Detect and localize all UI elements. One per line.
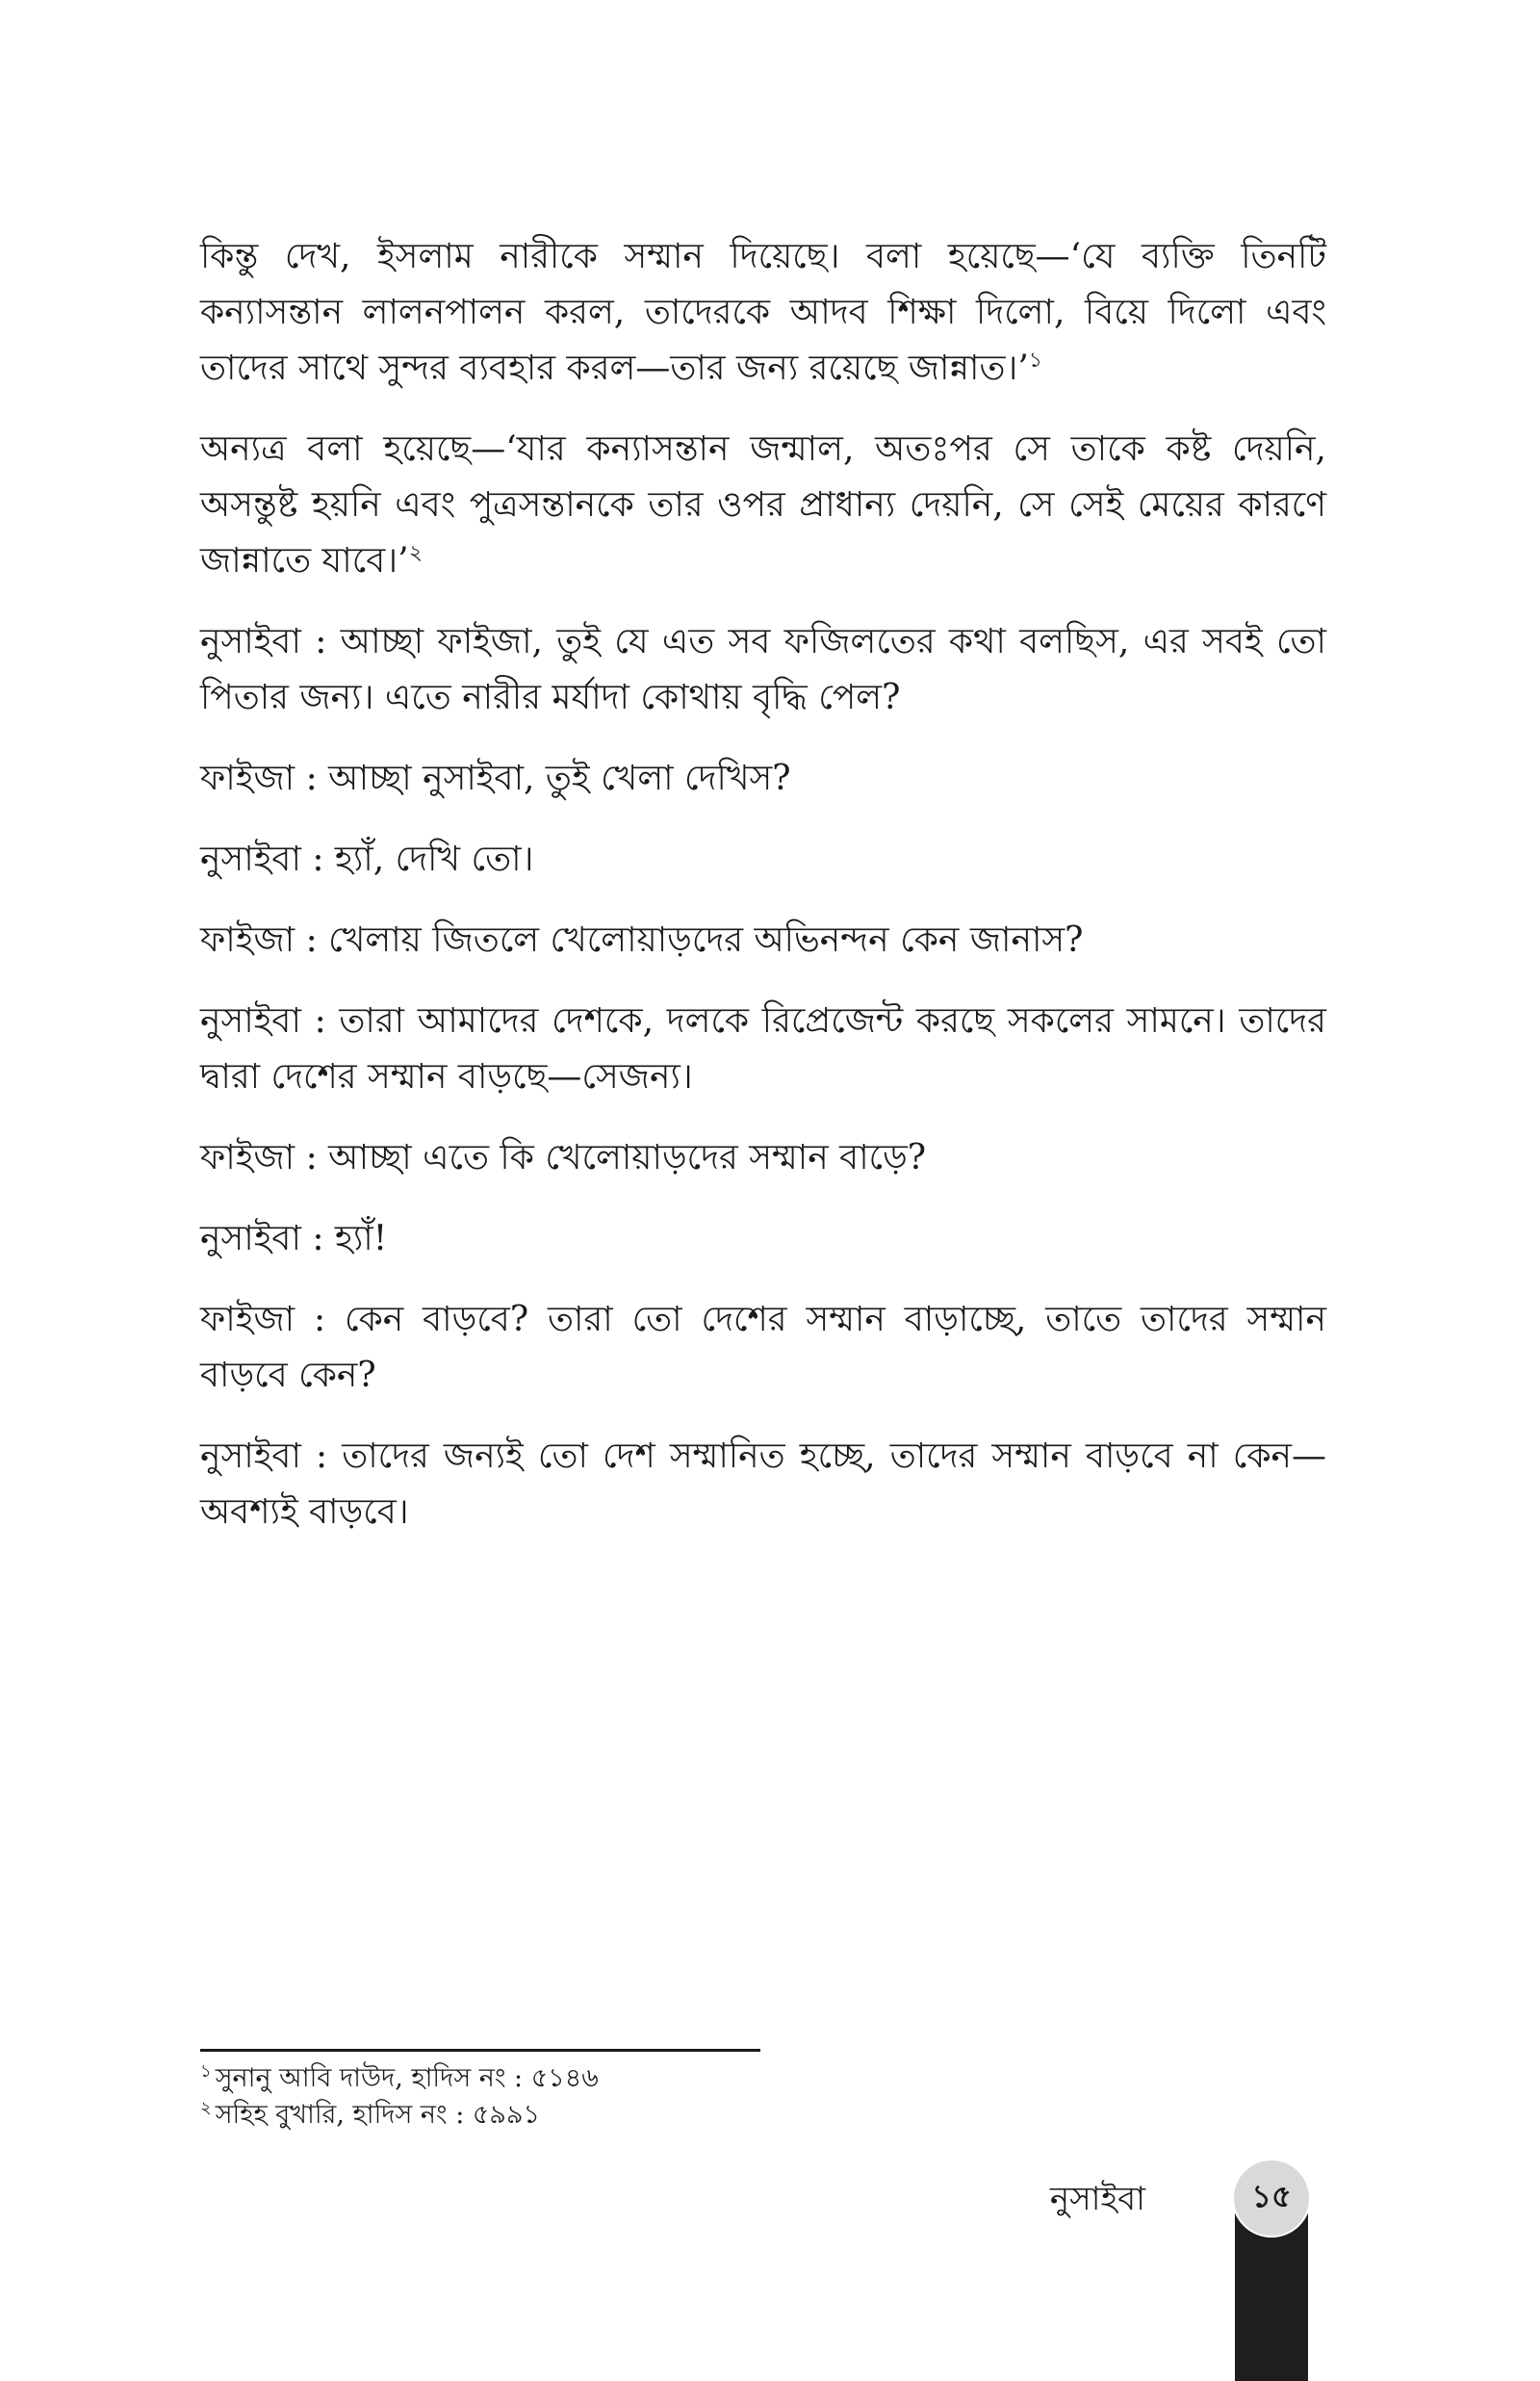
main-text: [200, 229, 1326, 1566]
dialogue-line: [200, 751, 1326, 807]
dialogue-text: নুসাইবা : হ্যাঁ, দেখি তো।: [200, 840, 534, 879]
dialogue-line: [200, 994, 1326, 1105]
paragraph-text: কিন্তু দেখ, ইসলাম নারীকে সম্মান দিয়েছে। বলা হয়েছে—‘যে ব্যক্তি তিনটি কন্যাসন্তান লালনপালন করল, তাদেরকে আদব শিক্ষা দিলো, বিয়ে দিলো এবং তাদের সাথে সুন্দর ব্যবহার করল—তার জন্য রয়েছে জান্নাত।’: [200, 237, 1326, 388]
dialogue-line: [200, 1292, 1326, 1404]
page-number: ১৫: [1232, 2159, 1311, 2238]
dialogue-line: [200, 832, 1326, 888]
dialogue-text: নুসাইবা : তাদের জন্যই তো দেশ সম্মানিত হচ্ছে, তাদের সম্মান বাড়বে না কেন—অবশ্যই বাড়বে।: [200, 1436, 1326, 1532]
dialogue-text: ফাইজা : আচ্ছা নুসাইবা, তুই খেলা দেখিস?: [200, 759, 791, 798]
footnote-ref: ১: [1028, 349, 1043, 373]
dialogue-line: [200, 1429, 1326, 1540]
paragraph: [200, 229, 1326, 397]
dialogue-line: [200, 614, 1326, 726]
paragraph: [200, 422, 1326, 589]
footnote-divider: [200, 2049, 760, 2052]
dialogue-text: নুসাইবা : তারা আমাদের দেশকে, দলকে রিপ্রেজেন্ট করছে সকলের সামনে। তাদের দ্বারা দেশের সম্মান বাড়ছে—সেজন্য।: [200, 1001, 1326, 1097]
dialogue-text: ফাইজা : কেন বাড়বে? তারা তো দেশের সম্মান বাড়াচ্ছে, তাতে তাদের সম্মান বাড়বে কেন?: [200, 1300, 1326, 1395]
dialogue-text: নুসাইবা : আচ্ছা ফাইজা, তুই যে এত সব ফজিলতের কথা বলছিস, এর সবই তো পিতার জন্য। এতে নারীর মর্যাদা কোথায় বৃদ্ধি পেল?: [200, 622, 1326, 717]
dialogue-line: [200, 1130, 1326, 1186]
running-title: নুসাইবা: [1049, 2180, 1145, 2218]
dialogue-text: নুসাইবা : হ্যাঁ!: [200, 1219, 388, 1258]
footnote-ref: ২: [408, 541, 423, 565]
dialogue-text: ফাইজা : খেলায় জিতলে খেলোয়াড়দের অভিনন্দন কেন জানাস?: [200, 920, 1084, 960]
dialogue-text: ফাইজা : আচ্ছা এতে কি খেলোয়াড়দের সম্মান বাড়ে?: [200, 1138, 927, 1178]
dialogue-line: [200, 913, 1326, 969]
footnote-number: ১: [200, 2061, 212, 2082]
dialogue-line: [200, 1211, 1326, 1267]
footnotes: [200, 2060, 1066, 2134]
footnote-text: সহিহ বুখারি, হাদিস নং : ৫৯৯১: [215, 2100, 540, 2130]
footnote-text: সুনানু আবি দাউদ, হাদিস নং : ৫১৪৬: [215, 2063, 599, 2093]
footnote: [200, 2097, 1066, 2134]
footnote: [200, 2060, 1066, 2097]
footnote-number: ২: [200, 2098, 212, 2118]
paragraph-text: অন্যত্র বলা হয়েছে—‘যার কন্যাসন্তান জন্মাল, অতঃপর সে তাকে কষ্ট দেয়নি, অসন্তুষ্ট হয়নি এবং পুত্রসন্তানকে তার ওপর প্রাধান্য দেয়নি, সে সেই মেয়ের কারণে জান্নাতে যাবে।’: [200, 429, 1326, 581]
